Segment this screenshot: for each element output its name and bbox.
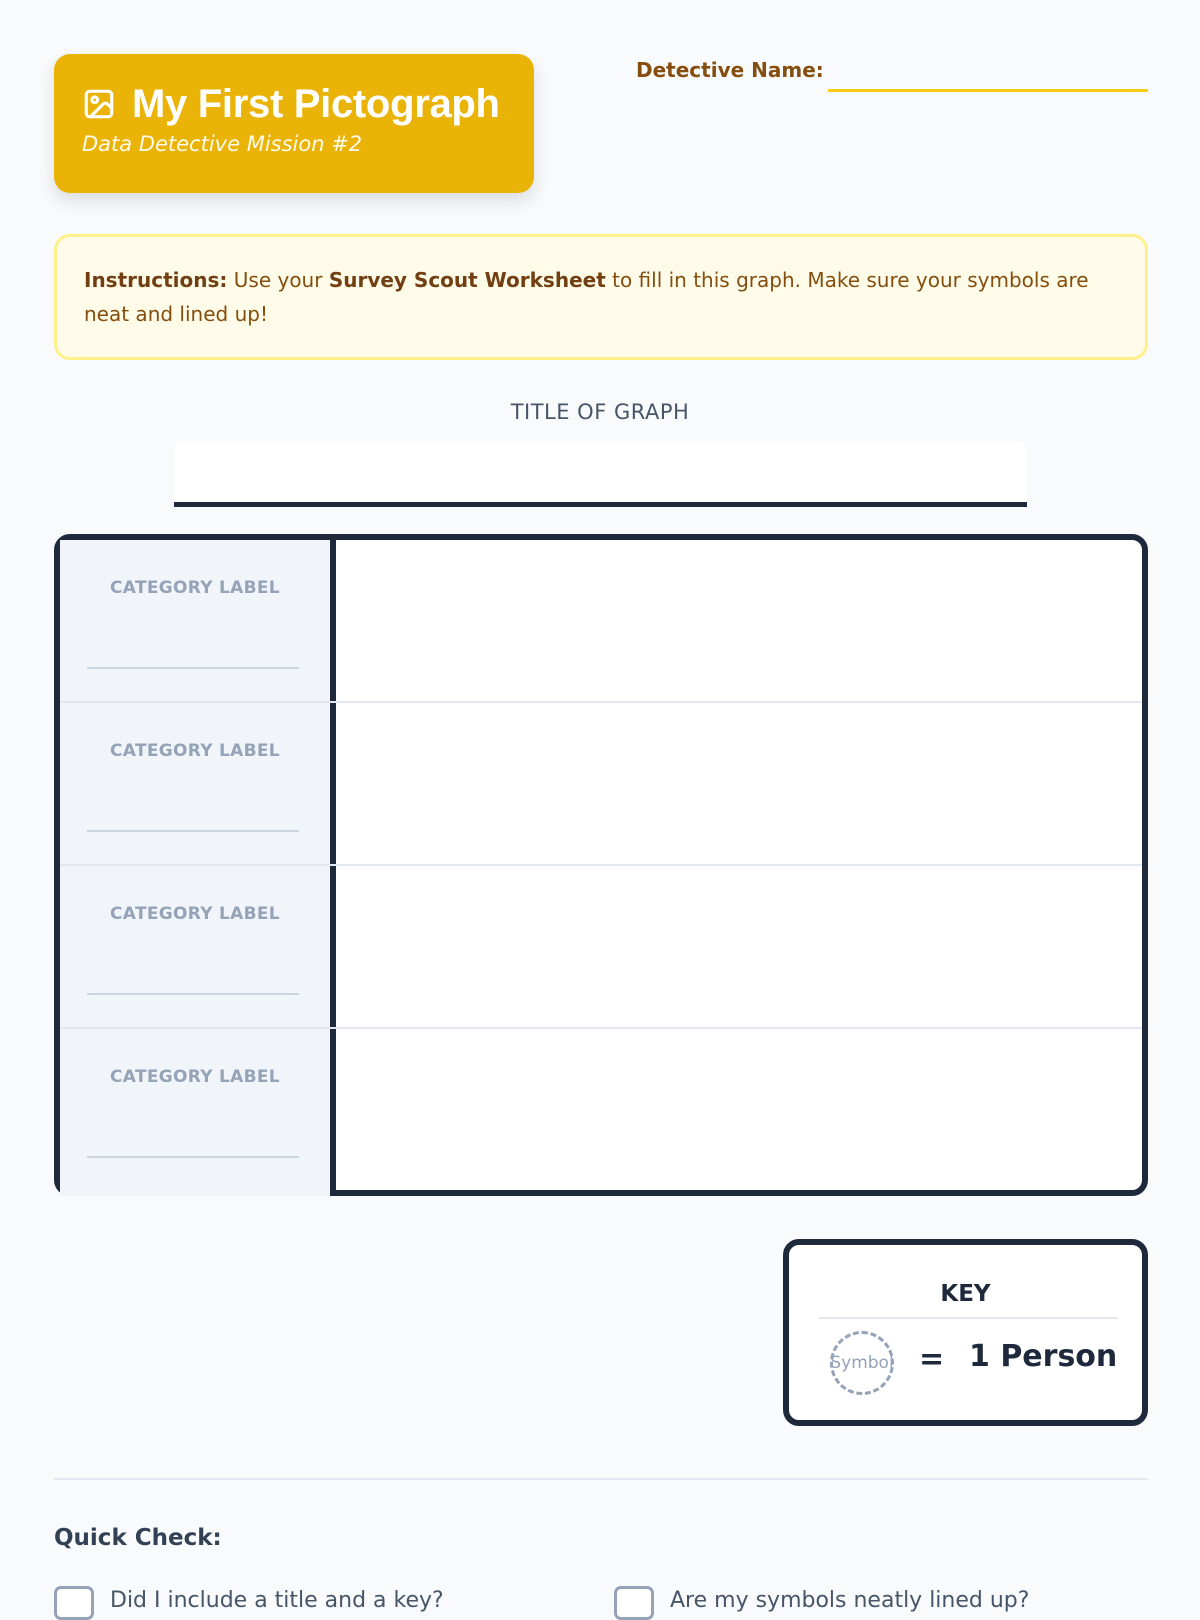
worksheet-name: Survey Scout Worksheet <box>328 268 606 292</box>
category-write-line[interactable] <box>87 1156 299 1158</box>
pictograph-grid <box>54 534 1148 1196</box>
key-title: KEY <box>940 1281 991 1307</box>
category-label: CATEGORY LABEL <box>110 741 280 761</box>
graph-row <box>60 1029 1142 1196</box>
category-write-line[interactable] <box>87 667 299 669</box>
category-cell <box>60 703 330 864</box>
detective-name-label: Detective Name: <box>636 58 824 82</box>
key-symbol-text: Symbol <box>830 1353 894 1373</box>
quick-check-checkbox[interactable] <box>54 1586 94 1620</box>
category-write-line[interactable] <box>87 830 299 832</box>
title-card <box>54 54 534 193</box>
category-label: CATEGORY LABEL <box>110 578 280 598</box>
instructions-box <box>54 234 1148 360</box>
graph-title-field[interactable] <box>174 441 1027 507</box>
quick-check-item <box>54 1586 444 1620</box>
column-divider <box>330 703 336 864</box>
key-value: 1 Person <box>969 1339 1118 1374</box>
quick-check-title: Quick Check: <box>54 1525 222 1551</box>
section-divider <box>54 1478 1148 1480</box>
title-row <box>82 82 506 126</box>
graph-key <box>783 1239 1148 1426</box>
key-divider <box>819 1317 1118 1319</box>
graph-row <box>60 540 1142 703</box>
quick-check-item <box>614 1586 1029 1620</box>
graph-row <box>60 866 1142 1029</box>
instructions-text-1: Use your <box>227 268 329 292</box>
column-divider <box>330 866 336 1027</box>
category-label: CATEGORY LABEL <box>110 904 280 924</box>
quick-check-label: Are my symbols neatly lined up? <box>670 1588 1030 1613</box>
instructions-text-2: to fill in this graph. Make sure your symbols are neat and lined up! <box>84 268 1089 326</box>
quick-check-label: Did I include a title and a key? <box>110 1588 444 1613</box>
column-divider <box>330 540 336 701</box>
category-cell <box>60 866 330 1027</box>
category-cell <box>60 1029 330 1196</box>
image-icon <box>82 86 118 122</box>
key-symbol-placeholder[interactable] <box>830 1331 894 1395</box>
category-label: CATEGORY LABEL <box>110 1067 280 1087</box>
category-cell <box>60 540 330 701</box>
category-write-line[interactable] <box>87 993 299 995</box>
page-title: My First Pictograph <box>132 82 500 126</box>
graph-row <box>60 703 1142 866</box>
instructions-label: Instructions: <box>84 268 228 292</box>
column-divider <box>330 1029 336 1196</box>
quick-check-checkbox[interactable] <box>614 1586 654 1620</box>
key-equals: = <box>919 1342 945 1377</box>
page-subtitle: Data Detective Mission #2 <box>82 132 363 156</box>
detective-name-field[interactable] <box>828 89 1148 92</box>
graph-title-label: TITLE OF GRAPH <box>510 400 690 424</box>
